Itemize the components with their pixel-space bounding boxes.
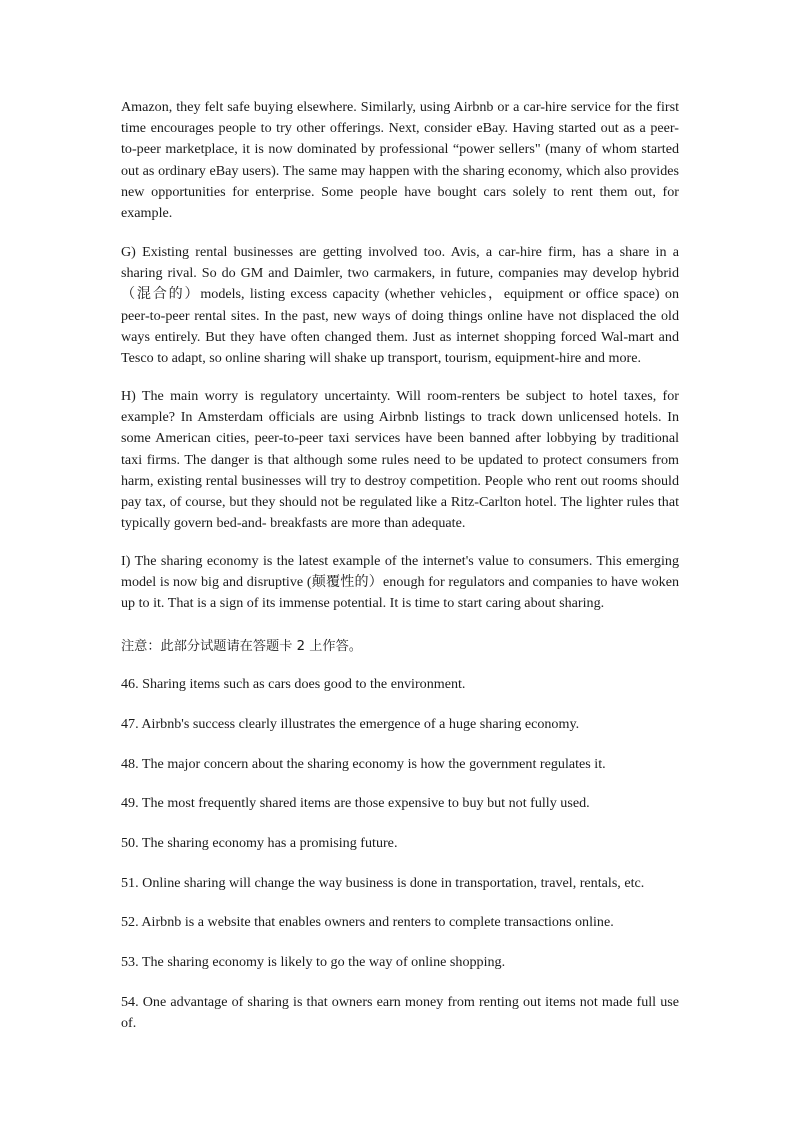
question-49: 49. The most frequently shared items are those expensive to buy but not fully used. [121,795,590,811]
question-50: 50. The sharing economy has a promising future. [121,835,398,851]
question-52: 52. Airbnb is a website that enables owners and renters to complete transactions online. [121,914,614,930]
question-47: 47. Airbnb's success clearly illustrates the emergence of a huge sharing economy. [121,716,580,732]
question-51: 51. Online sharing will change the way business is done in transportation, travel, rentals, etc. [121,875,645,891]
paragraph-h: H) The main worry is regulatory uncertainty. Will room-renters be subject to hotel taxes, for example? In Amsterdam officials are using Airbnb listings to track down unlicensed hotels. In some American cities, peer-to-peer taxi services have been banned after lobbying by traditional taxi firms. The danger is that although some rules need to be updated to protect consumers from harm, existing rental businesses will try to destroy competition. People who rent out rooms should pay tax, of course, but they should not be regulated like a Ritz-Carlton hotel. The lighter rules that typically govern bed-and- breakfasts are more than adequate. [121,388,679,532]
question-54: 54. One advantage of sharing is that owners earn money from renting out items not made full use of. [121,994,679,1032]
question-46: 46. Sharing items such as cars does good to the environment. [121,676,466,692]
question-53: 53. The sharing economy is likely to go the way of online shopping. [121,954,506,970]
answer-sheet-note: 注意：此部分试题请在答题卡 2 上作答。 [121,639,362,654]
question-48: 48. The major concern about the sharing economy is how the government regulates it. [121,756,606,772]
paragraph-i: I) The sharing economy is the latest example of the internet's value to consumers. This emerging model is now big and disruptive (颠覆性的）enough for regulators and companies to have woken up to it. That is a sign of its immense potential. It is time to start caring about sharing. [121,553,679,612]
paragraph-f-continued: Amazon, they felt safe buying elsewhere. Similarly, using Airbnb or a car-hire service for the first time encourages people to try other offerings. Next, consider eBay. Having started out as a peer-to-peer marketplace, it is now dominated by professional “power sellers" (many of whom started out as ordinary eBay users). The same may happen with the sharing economy, which also provides new opportunities for enterprise. Some people have bought cars solely to rent them out, for example. [121,99,679,222]
paragraph-g: G) Existing rental businesses are getting involved too. Avis, a car-hire firm, has a share in a sharing rival. So do GM and Daimler, two carmakers, in future, companies may develop hybrid（混合的）models, listing excess capacity (whether vehicles，equipment or office space) on peer-to-peer rental sites. In the past, new ways of doing things online have not displaced the old ways entirely. But they have often changed them. Just as internet shopping forced Wal-mart and Tesco to adapt, so online sharing will shake up transport, tourism, equipment-hire and more. [121,244,679,367]
